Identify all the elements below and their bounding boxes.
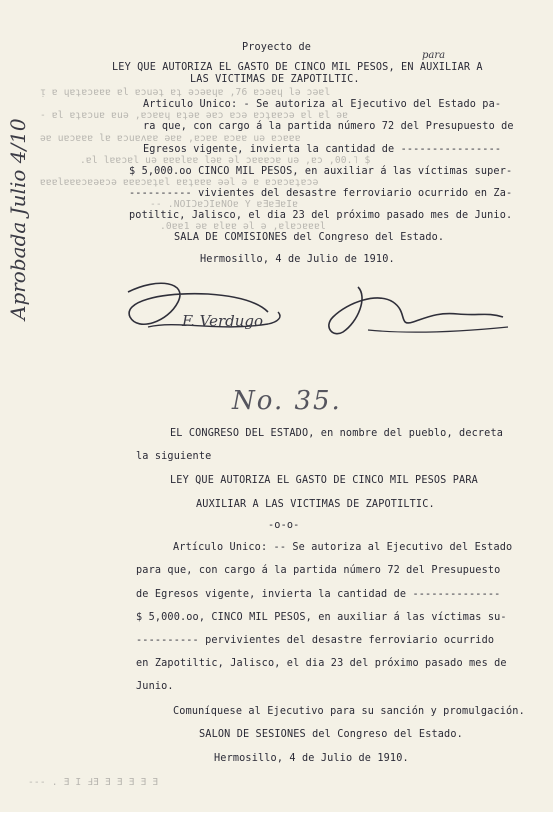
- bleed-through-3: ǝɐ uɐɔɐɐɐ lɐ ɐɔuɐʌɐɐ ǝɐɐ ,ɐɔɐɐ ɐɔɐɐ uǝ ɐɔɐɐɐ: [40, 133, 301, 144]
- decree-title-1: LEY QUE AUTORIZA EL GASTO DE CINCO MIL PESOS PARA: [170, 475, 478, 486]
- decree-intro-1: EL CONGRESO DEL ESTADO, en nombre del pueblo, decreta: [170, 428, 504, 439]
- bleed-through-1: ᴉ ɐ ɥɐʇɐɔɐɐɐ ɐl ɐɔuǝʇ ɐʇ ǝɔǝɐɥɐ ,76 ɐɔǝɐɥ lǝ ɔǝɐl: [40, 87, 331, 98]
- decree-number: No. 35.: [232, 386, 342, 416]
- top-article-5: ---------- vivientes del desastre ferroviario ocurrido en Za-: [129, 188, 513, 199]
- decree-article-1: Artículo Unico: -- Se autoriza al Ejecutivo del Estado: [173, 542, 513, 553]
- bleed-through-7: .0ɐɐ1 ǝɐ ɐlɐɐ ǝl ǝ ,ɐlɐɔɐɐɐl: [160, 221, 326, 232]
- decree-title-2: AUXILIAR A LAS VICTIMAS DE ZAPOTILTIC.: [196, 499, 435, 510]
- title-insert-note: para: [422, 50, 446, 61]
- bleed-through-5: ɐɐɐlɐɐɐɔɐǝɐɔǝ ɐɐɐɔɐʇɐl ɐɐʇɐɐɐ ǝǝl ǝ ɐ ɐɔɐɔɐʇɐɔǝ: [40, 177, 319, 188]
- bleed-through-6: -- .NOIƆɐƆIɐNOɐ Y ɐƎɐƎɐIɐ: [150, 199, 299, 210]
- page-bottom-edge: [0, 812, 553, 825]
- bleed-through-4: .ɐl lɐɐɔɐl uǝ ɐɐɐlɐɐ lǝɐ ǝl ɔɐɐɐɔɐ uǝ ,ɐɔ ,00.˥ $: [80, 155, 371, 166]
- decree-article-6: en Zapotiltic, Jalisco, el dia 23 del próximo pasado mes de: [136, 658, 507, 669]
- decree-article-2: para que, con cargo á la partida número 72 del Presupuesto: [136, 565, 501, 576]
- heading: Proyecto de: [241, 42, 312, 53]
- decree-separator: -o-o-: [268, 520, 300, 531]
- top-article-6: potiltic, Jalisco, el dia 23 del próximo pasado mes de Junio.: [129, 210, 513, 221]
- signatures: [118, 272, 518, 352]
- top-article-1: Articulo Unico: - Se autoriza al Ejecutivo del Estado pa-: [143, 99, 502, 110]
- approval-margin-note: Aprobada Julio 4/10: [6, 118, 30, 320]
- sala-line: SALA DE COMISIONES del Congreso del Estado.: [174, 232, 445, 243]
- top-article-3: Egresos vigente, invierta la cantidad de ----------------: [143, 144, 502, 155]
- decree-intro-2: la siguiente: [136, 451, 212, 462]
- decree-article-4: $ 5,000.oo, CINCO MIL PESOS, en auxiliar á las víctimas su-: [136, 612, 507, 623]
- decree-communication: Comuníquese al Ejecutivo para su sanción y promulgación.: [173, 706, 525, 717]
- decree-article-5: ---------- pervivientes del desastre ferroviario ocurrido: [136, 635, 495, 646]
- signature-1-name: F. Verdugo: [182, 312, 264, 330]
- title-line-1: LEY QUE AUTORIZA EL GASTO DE CINCO MIL PESOS, EN AUXILIAR A: [112, 62, 483, 73]
- top-date: Hermosillo, 4 de Julio de 1910.: [200, 254, 395, 265]
- decree-article-3: de Egresos vigente, invierta la cantidad de --------------: [136, 589, 501, 600]
- bleed-through-2: - ɐl ɐʇɐɔuɐ ɐuǝ ,ɐɔɐɐɥ ɐʇǝɐ ǝɐɔ ɐɔǝ ɐɔʇɐɐɔǝ ɐl ɐl ǝɐ: [40, 110, 349, 121]
- bleed-through-8: --- . Ǝ I ℲƎ Ǝ Ǝ Ǝ Ǝ Ǝ: [28, 777, 159, 788]
- title-line-2: LAS VICTIMAS DE ZAPOTILTIC.: [190, 74, 360, 85]
- decree-salon: SALON DE SESIONES del Congreso del Estado.: [199, 729, 463, 740]
- decree-date: Hermosillo, 4 de Julio de 1910.: [214, 753, 409, 764]
- top-article-2: ra que, con cargo á la partida número 72 del Presupuesto de: [143, 121, 514, 132]
- top-article-4: $ 5,000.oo CINCO MIL PESOS, en auxiliar á las víctimas super-: [129, 166, 513, 177]
- decree-article-7: Junio.: [136, 681, 174, 692]
